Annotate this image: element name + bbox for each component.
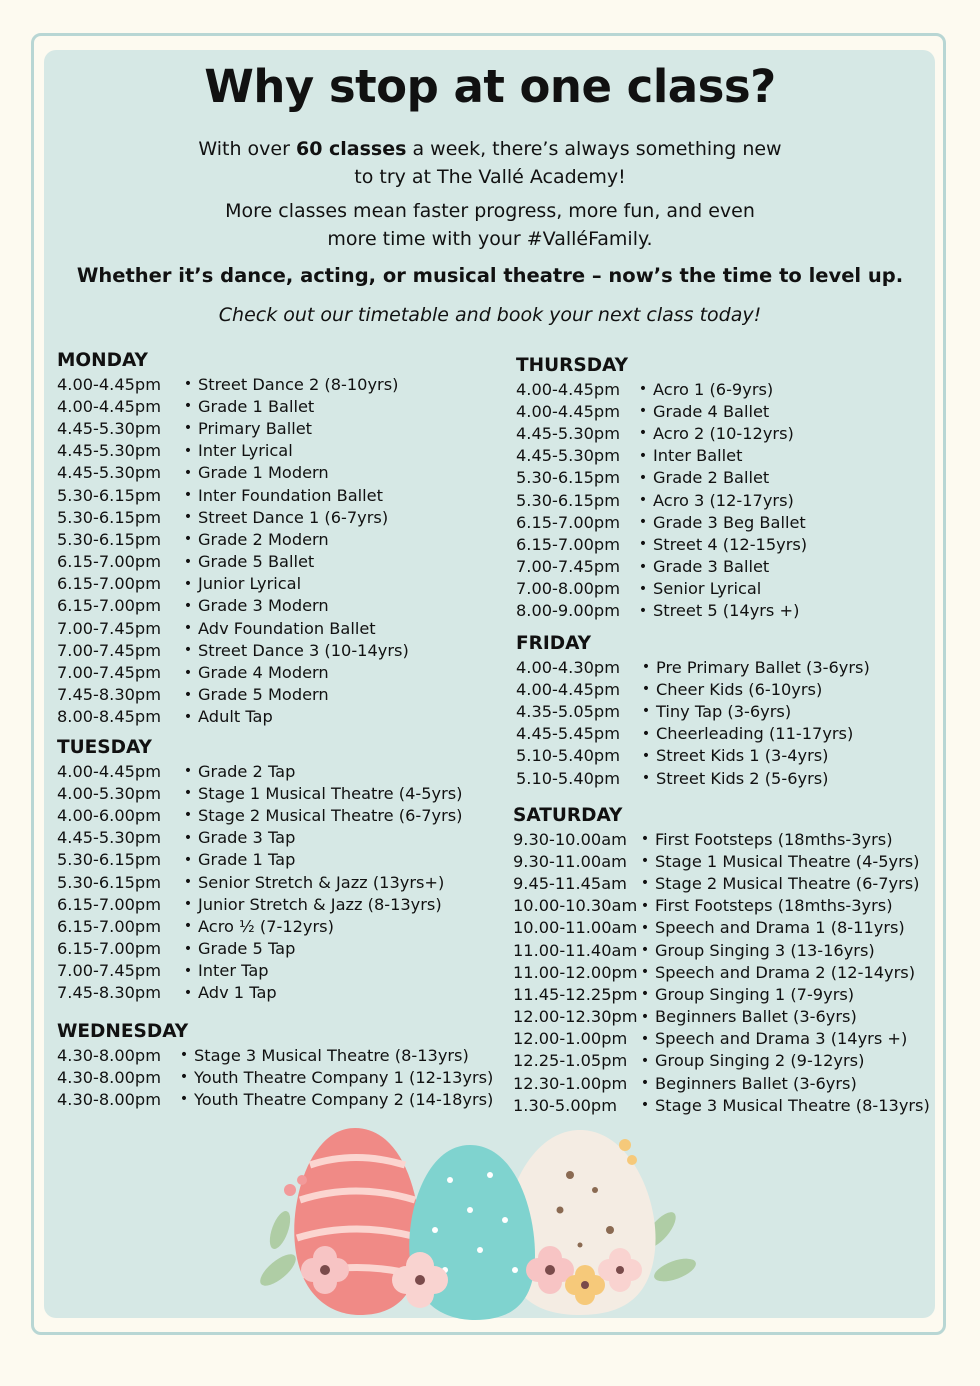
class-name: First Footsteps (18mths-3yrs): [655, 896, 893, 916]
schedule-row: [57, 782, 463, 804]
class-time: 12.00-12.30pm: [513, 1007, 638, 1027]
bullet-icon: •: [183, 531, 193, 548]
bullet-icon: •: [183, 918, 193, 935]
bullet-icon: •: [641, 703, 651, 720]
class-time: 10.00-10.30am: [513, 896, 638, 916]
schedule-row: [57, 462, 409, 484]
bullet-icon: •: [183, 487, 193, 504]
class-time: 1.30-5.00pm: [513, 1095, 617, 1115]
schedule-row: [513, 1006, 930, 1028]
day-section-thursday: [516, 354, 807, 622]
bullet-icon: •: [183, 940, 193, 957]
schedule-row: [516, 656, 870, 678]
bullet-icon: •: [640, 853, 650, 870]
day-heading: WEDNESDAY: [57, 1021, 189, 1042]
schedule-row: [57, 893, 463, 915]
class-name: Stage 3 Musical Theatre (8-13yrs): [194, 1045, 469, 1065]
bullet-icon: •: [640, 897, 650, 914]
class-time: 7.00-8.00pm: [516, 579, 620, 599]
class-time: 4.30-8.00pm: [57, 1089, 161, 1109]
class-time: 4.00-4.30pm: [516, 657, 620, 677]
schedule-row: [516, 600, 807, 622]
bullet-icon: •: [640, 1052, 650, 1069]
bullet-icon: •: [183, 575, 193, 592]
schedule-row: [516, 700, 870, 722]
class-name: Speech and Drama 3 (14yrs +): [655, 1029, 908, 1049]
class-time: 7.00-7.45pm: [57, 961, 161, 981]
class-time: 10.00-11.00am: [513, 918, 638, 938]
bullet-icon: •: [638, 447, 648, 464]
class-name: Group Singing 1 (7-9yrs): [655, 984, 855, 1004]
schedule-row: [57, 373, 409, 395]
schedule-row: [516, 556, 807, 578]
bullet-icon: •: [640, 1097, 650, 1114]
headline: Whether it’s dance, acting, or musical theatre – now’s the time to level up.: [76, 264, 904, 287]
class-time: 4.45-5.30pm: [57, 441, 161, 461]
class-name: Stage 1 Musical Theatre (4-5yrs): [198, 783, 463, 803]
class-name: Beginners Ballet (3-6yrs): [655, 1073, 857, 1093]
schedule-row: [57, 440, 409, 462]
schedule-row: [57, 982, 463, 1004]
class-name: Grade 5 Ballet: [198, 552, 315, 572]
schedule-row: [513, 1094, 930, 1116]
class-name: Speech and Drama 2 (12-14yrs): [655, 962, 916, 982]
bullet-icon: •: [640, 942, 650, 959]
bullet-icon: •: [183, 851, 193, 868]
bullet-icon: •: [183, 597, 193, 614]
bullet-icon: •: [183, 376, 193, 393]
class-name: Inter Tap: [198, 961, 269, 981]
class-name: Grade 1 Modern: [198, 463, 329, 483]
class-name: Stage 2 Musical Theatre (6-7yrs): [198, 805, 463, 825]
schedule-row: [57, 661, 409, 683]
schedule-row: [513, 917, 930, 939]
class-name: Group Singing 3 (13-16yrs): [655, 940, 875, 960]
class-name: Cheer Kids (6-10yrs): [656, 679, 823, 699]
class-time: 4.45-5.45pm: [516, 724, 620, 744]
schedule-row: [513, 961, 930, 983]
class-time: 6.15-7.00pm: [57, 894, 161, 914]
class-time: 8.00-8.45pm: [57, 707, 161, 727]
schedule-row: [516, 578, 807, 600]
day-section-wednesday: [57, 1020, 493, 1111]
bullet-icon: •: [183, 664, 193, 681]
class-name: Grade 3 Beg Ballet: [653, 512, 806, 532]
schedule-row: [513, 1050, 930, 1072]
intro-text: With over: [198, 138, 296, 160]
class-time: 4.30-8.00pm: [57, 1045, 161, 1065]
bullet-icon: •: [638, 580, 648, 597]
day-heading: FRIDAY: [516, 633, 592, 654]
class-time: 5.30-6.15pm: [516, 490, 620, 510]
class-time: 4.45-5.30pm: [516, 446, 620, 466]
bullet-icon: •: [183, 620, 193, 637]
bullet-icon: •: [183, 874, 193, 891]
bullet-icon: •: [183, 509, 193, 526]
day-section-saturday: [513, 804, 930, 1116]
bullet-icon: •: [640, 1008, 650, 1025]
class-time: 11.00-12.00pm: [513, 962, 638, 982]
bullet-icon: •: [183, 763, 193, 780]
bullet-icon: •: [183, 642, 193, 659]
class-name: Acro 3 (12-17yrs): [653, 490, 794, 510]
intro-text: to try at The Vallé Academy!: [354, 166, 626, 188]
schedule-row: [516, 511, 807, 533]
intro-text: More classes mean faster progress, more fun, and even: [225, 200, 755, 222]
bullet-icon: •: [640, 1030, 650, 1047]
class-name: Stage 3 Musical Theatre (8-13yrs): [655, 1095, 930, 1115]
class-time: 5.30-6.15pm: [57, 485, 161, 505]
bullet-icon: •: [640, 919, 650, 936]
class-time: 4.00-4.45pm: [516, 379, 620, 399]
schedule-row: [57, 804, 463, 826]
schedule-row: [513, 850, 930, 872]
class-time: 9.30-10.00am: [513, 829, 627, 849]
class-time: 6.15-7.00pm: [57, 939, 161, 959]
schedule-row: [57, 506, 409, 528]
bullet-icon: •: [638, 381, 648, 398]
bullet-icon: •: [638, 403, 648, 420]
schedule-row: [513, 828, 930, 850]
class-name: Speech and Drama 1 (8-11yrs): [655, 918, 905, 938]
day-section-tuesday: [57, 736, 463, 1004]
bullet-icon: •: [183, 785, 193, 802]
bullet-icon: •: [183, 962, 193, 979]
class-time: 4.00-4.45pm: [57, 396, 161, 416]
class-time: 5.30-6.15pm: [516, 468, 620, 488]
schedule-row: [57, 915, 463, 937]
bullet-icon: •: [640, 964, 650, 981]
schedule-row: [57, 528, 409, 550]
class-name: Grade 5 Modern: [198, 685, 329, 705]
bullet-icon: •: [638, 492, 648, 509]
day-section-friday: [516, 632, 870, 789]
class-name: Grade 1 Tap: [198, 850, 296, 870]
class-time: 5.10-5.40pm: [516, 768, 620, 788]
schedule-row: [57, 849, 463, 871]
bullet-icon: •: [638, 558, 648, 575]
bullet-icon: •: [183, 896, 193, 913]
bullet-icon: •: [640, 986, 650, 1003]
schedule-row: [513, 895, 930, 917]
class-name: Grade 3 Ballet: [653, 557, 770, 577]
class-name: Group Singing 2 (9-12yrs): [655, 1051, 865, 1071]
class-name: Adv Foundation Ballet: [198, 618, 376, 638]
schedule-row: [57, 827, 463, 849]
class-time: 12.30-1.00pm: [513, 1073, 628, 1093]
class-name: Acro 1 (6-9yrs): [653, 379, 774, 399]
class-time: 6.15-7.00pm: [516, 512, 620, 532]
page-title: Why stop at one class?: [204, 60, 776, 113]
class-time: 4.45-5.30pm: [57, 828, 161, 848]
class-time: 5.30-6.15pm: [57, 872, 161, 892]
bullet-icon: •: [638, 425, 648, 442]
class-name: Cheerleading (11-17yrs): [656, 724, 854, 744]
schedule-row: [516, 723, 870, 745]
schedule-row: [516, 678, 870, 700]
class-time: 7.00-7.45pm: [57, 663, 161, 683]
schedule-row: [516, 422, 807, 444]
class-name: First Footsteps (18mths-3yrs): [655, 829, 893, 849]
class-time: 8.00-9.00pm: [516, 601, 620, 621]
bullet-icon: •: [183, 553, 193, 570]
class-name: Tiny Tap (3-6yrs): [656, 701, 792, 721]
class-time: 4.00-4.45pm: [57, 761, 161, 781]
intro-text: a week, there’s always something new: [406, 138, 782, 160]
class-time: 5.30-6.15pm: [57, 529, 161, 549]
bullet-icon: •: [183, 398, 193, 415]
class-name: Street 5 (14yrs +): [653, 601, 800, 621]
class-time: 9.45-11.45am: [513, 873, 627, 893]
schedule-row: [57, 417, 409, 439]
bullet-icon: •: [640, 831, 650, 848]
schedule-row: [513, 939, 930, 961]
schedule-row: [516, 745, 870, 767]
bullet-icon: •: [641, 725, 651, 742]
class-name: Youth Theatre Company 1 (12-13yrs): [194, 1067, 494, 1087]
bullet-icon: •: [641, 770, 651, 787]
class-time: 5.30-6.15pm: [57, 507, 161, 527]
class-name: Inter Ballet: [653, 446, 743, 466]
schedule-row: [516, 489, 807, 511]
intro-paragraph-2: [140, 197, 840, 253]
class-name: Street Dance 2 (8-10yrs): [198, 374, 399, 394]
class-name: Grade 5 Tap: [198, 939, 296, 959]
schedule-row: [57, 871, 463, 893]
class-name: Inter Foundation Ballet: [198, 485, 383, 505]
bullet-icon: •: [638, 514, 648, 531]
class-time: 6.15-7.00pm: [57, 916, 161, 936]
class-time: 7.00-7.45pm: [57, 618, 161, 638]
class-time: 9.30-11.00am: [513, 851, 627, 871]
bullet-icon: •: [179, 1047, 189, 1064]
schedule-row: [57, 395, 409, 417]
class-time: 4.00-6.00pm: [57, 805, 161, 825]
day-heading: MONDAY: [57, 350, 148, 371]
class-name: Adv 1 Tap: [198, 983, 277, 1003]
day-section-monday: [57, 349, 409, 728]
class-time: 11.00-11.40am: [513, 940, 638, 960]
day-heading: THURSDAY: [516, 355, 628, 376]
class-name: Grade 2 Modern: [198, 529, 329, 549]
schedule-row: [516, 767, 870, 789]
day-heading: SATURDAY: [513, 805, 623, 826]
class-time: 4.35-5.05pm: [516, 701, 620, 721]
schedule-row: [516, 533, 807, 555]
schedule-row: [57, 639, 409, 661]
schedule-row: [57, 1088, 493, 1110]
class-time: 7.45-8.30pm: [57, 685, 161, 705]
class-name: Grade 3 Tap: [198, 828, 296, 848]
intro-paragraph-1: [140, 135, 840, 191]
class-time: 6.15-7.00pm: [57, 596, 161, 616]
class-name: Street Dance 3 (10-14yrs): [198, 640, 409, 660]
class-time: 6.15-7.00pm: [57, 574, 161, 594]
class-name: Beginners Ballet (3-6yrs): [655, 1007, 857, 1027]
bullet-icon: •: [183, 464, 193, 481]
intro-highlight: 60 classes: [295, 138, 407, 160]
schedule-row: [516, 467, 807, 489]
class-name: Acro ½ (7-12yrs): [198, 916, 334, 936]
class-time: 5.10-5.40pm: [516, 746, 620, 766]
schedule-row: [516, 378, 807, 400]
class-name: Street Dance 1 (6-7yrs): [198, 507, 389, 527]
class-time: 12.00-1.00pm: [513, 1029, 628, 1049]
schedule-row: [57, 595, 409, 617]
schedule-row: [513, 983, 930, 1005]
class-name: Grade 2 Ballet: [653, 468, 770, 488]
day-heading: TUESDAY: [57, 737, 152, 758]
class-name: Street 4 (12-15yrs): [653, 534, 808, 554]
class-time: 4.30-8.00pm: [57, 1067, 161, 1087]
class-name: Senior Lyrical: [653, 579, 762, 599]
class-name: Junior Stretch & Jazz (8-13yrs): [198, 894, 442, 914]
easter-eggs-with-flowers-illustration: [250, 1120, 700, 1320]
schedule-row: [57, 960, 463, 982]
class-name: Grade 1 Ballet: [198, 396, 315, 416]
bullet-icon: •: [641, 659, 651, 676]
class-time: 7.00-7.45pm: [57, 640, 161, 660]
schedule-row: [516, 400, 807, 422]
bullet-icon: •: [183, 708, 193, 725]
schedule-row: [513, 1028, 930, 1050]
bullet-icon: •: [183, 829, 193, 846]
class-name: Grade 3 Modern: [198, 596, 329, 616]
schedule-row: [513, 872, 930, 894]
class-name: Youth Theatre Company 2 (14-18yrs): [194, 1089, 494, 1109]
schedule-row: [57, 617, 409, 639]
class-name: Pre Primary Ballet (3-6yrs): [656, 657, 870, 677]
class-name: Grade 4 Modern: [198, 663, 329, 683]
class-time: 12.25-1.05pm: [513, 1051, 628, 1071]
schedule-row: [57, 1066, 493, 1088]
class-name: Street Kids 2 (5-6yrs): [656, 768, 829, 788]
class-name: Senior Stretch & Jazz (13yrs+): [198, 872, 445, 892]
class-time: 7.00-7.45pm: [516, 557, 620, 577]
class-time: 5.30-6.15pm: [57, 850, 161, 870]
class-name: Street Kids 1 (3-4yrs): [656, 746, 829, 766]
schedule-row: [57, 484, 409, 506]
class-name: Inter Lyrical: [198, 441, 293, 461]
class-time: 6.15-7.00pm: [57, 552, 161, 572]
class-time: 4.00-4.45pm: [516, 679, 620, 699]
bullet-icon: •: [641, 681, 651, 698]
class-name: Stage 2 Musical Theatre (6-7yrs): [655, 873, 920, 893]
schedule-row: [57, 551, 409, 573]
schedule-row: [516, 445, 807, 467]
schedule-row: [57, 684, 409, 706]
class-time: 4.45-5.30pm: [57, 418, 161, 438]
bullet-icon: •: [638, 536, 648, 553]
schedule-row: [57, 573, 409, 595]
class-name: Adult Tap: [198, 707, 273, 727]
schedule-row: [57, 938, 463, 960]
class-time: 4.45-5.30pm: [57, 463, 161, 483]
bullet-icon: •: [183, 420, 193, 437]
class-time: 4.00-4.45pm: [57, 374, 161, 394]
bullet-icon: •: [183, 984, 193, 1001]
class-time: 4.00-5.30pm: [57, 783, 161, 803]
intro-text: more time with your #ValléFamily.: [327, 228, 653, 250]
bullet-icon: •: [638, 469, 648, 486]
bullet-icon: •: [183, 807, 193, 824]
schedule-row: [513, 1072, 930, 1094]
bullet-icon: •: [179, 1091, 189, 1108]
bullet-icon: •: [640, 875, 650, 892]
bullet-icon: •: [183, 686, 193, 703]
bullet-icon: •: [638, 602, 648, 619]
bullet-icon: •: [641, 747, 651, 764]
class-time: 4.00-4.45pm: [516, 401, 620, 421]
call-to-action: Check out our timetable and book your next class today!: [218, 304, 762, 326]
class-name: Stage 1 Musical Theatre (4-5yrs): [655, 851, 920, 871]
bullet-icon: •: [179, 1069, 189, 1086]
class-name: Grade 4 Ballet: [653, 401, 770, 421]
schedule-row: [57, 1044, 493, 1066]
class-time: 6.15-7.00pm: [516, 534, 620, 554]
class-time: 7.45-8.30pm: [57, 983, 161, 1003]
schedule-row: [57, 760, 463, 782]
class-time: 11.45-12.25pm: [513, 984, 638, 1004]
schedule-row: [57, 706, 409, 728]
bullet-icon: •: [183, 442, 193, 459]
class-name: Acro 2 (10-12yrs): [653, 423, 794, 443]
class-name: Junior Lyrical: [198, 574, 302, 594]
class-name: Grade 2 Tap: [198, 761, 296, 781]
class-name: Primary Ballet: [198, 418, 313, 438]
bullet-icon: •: [640, 1075, 650, 1092]
class-time: 4.45-5.30pm: [516, 423, 620, 443]
